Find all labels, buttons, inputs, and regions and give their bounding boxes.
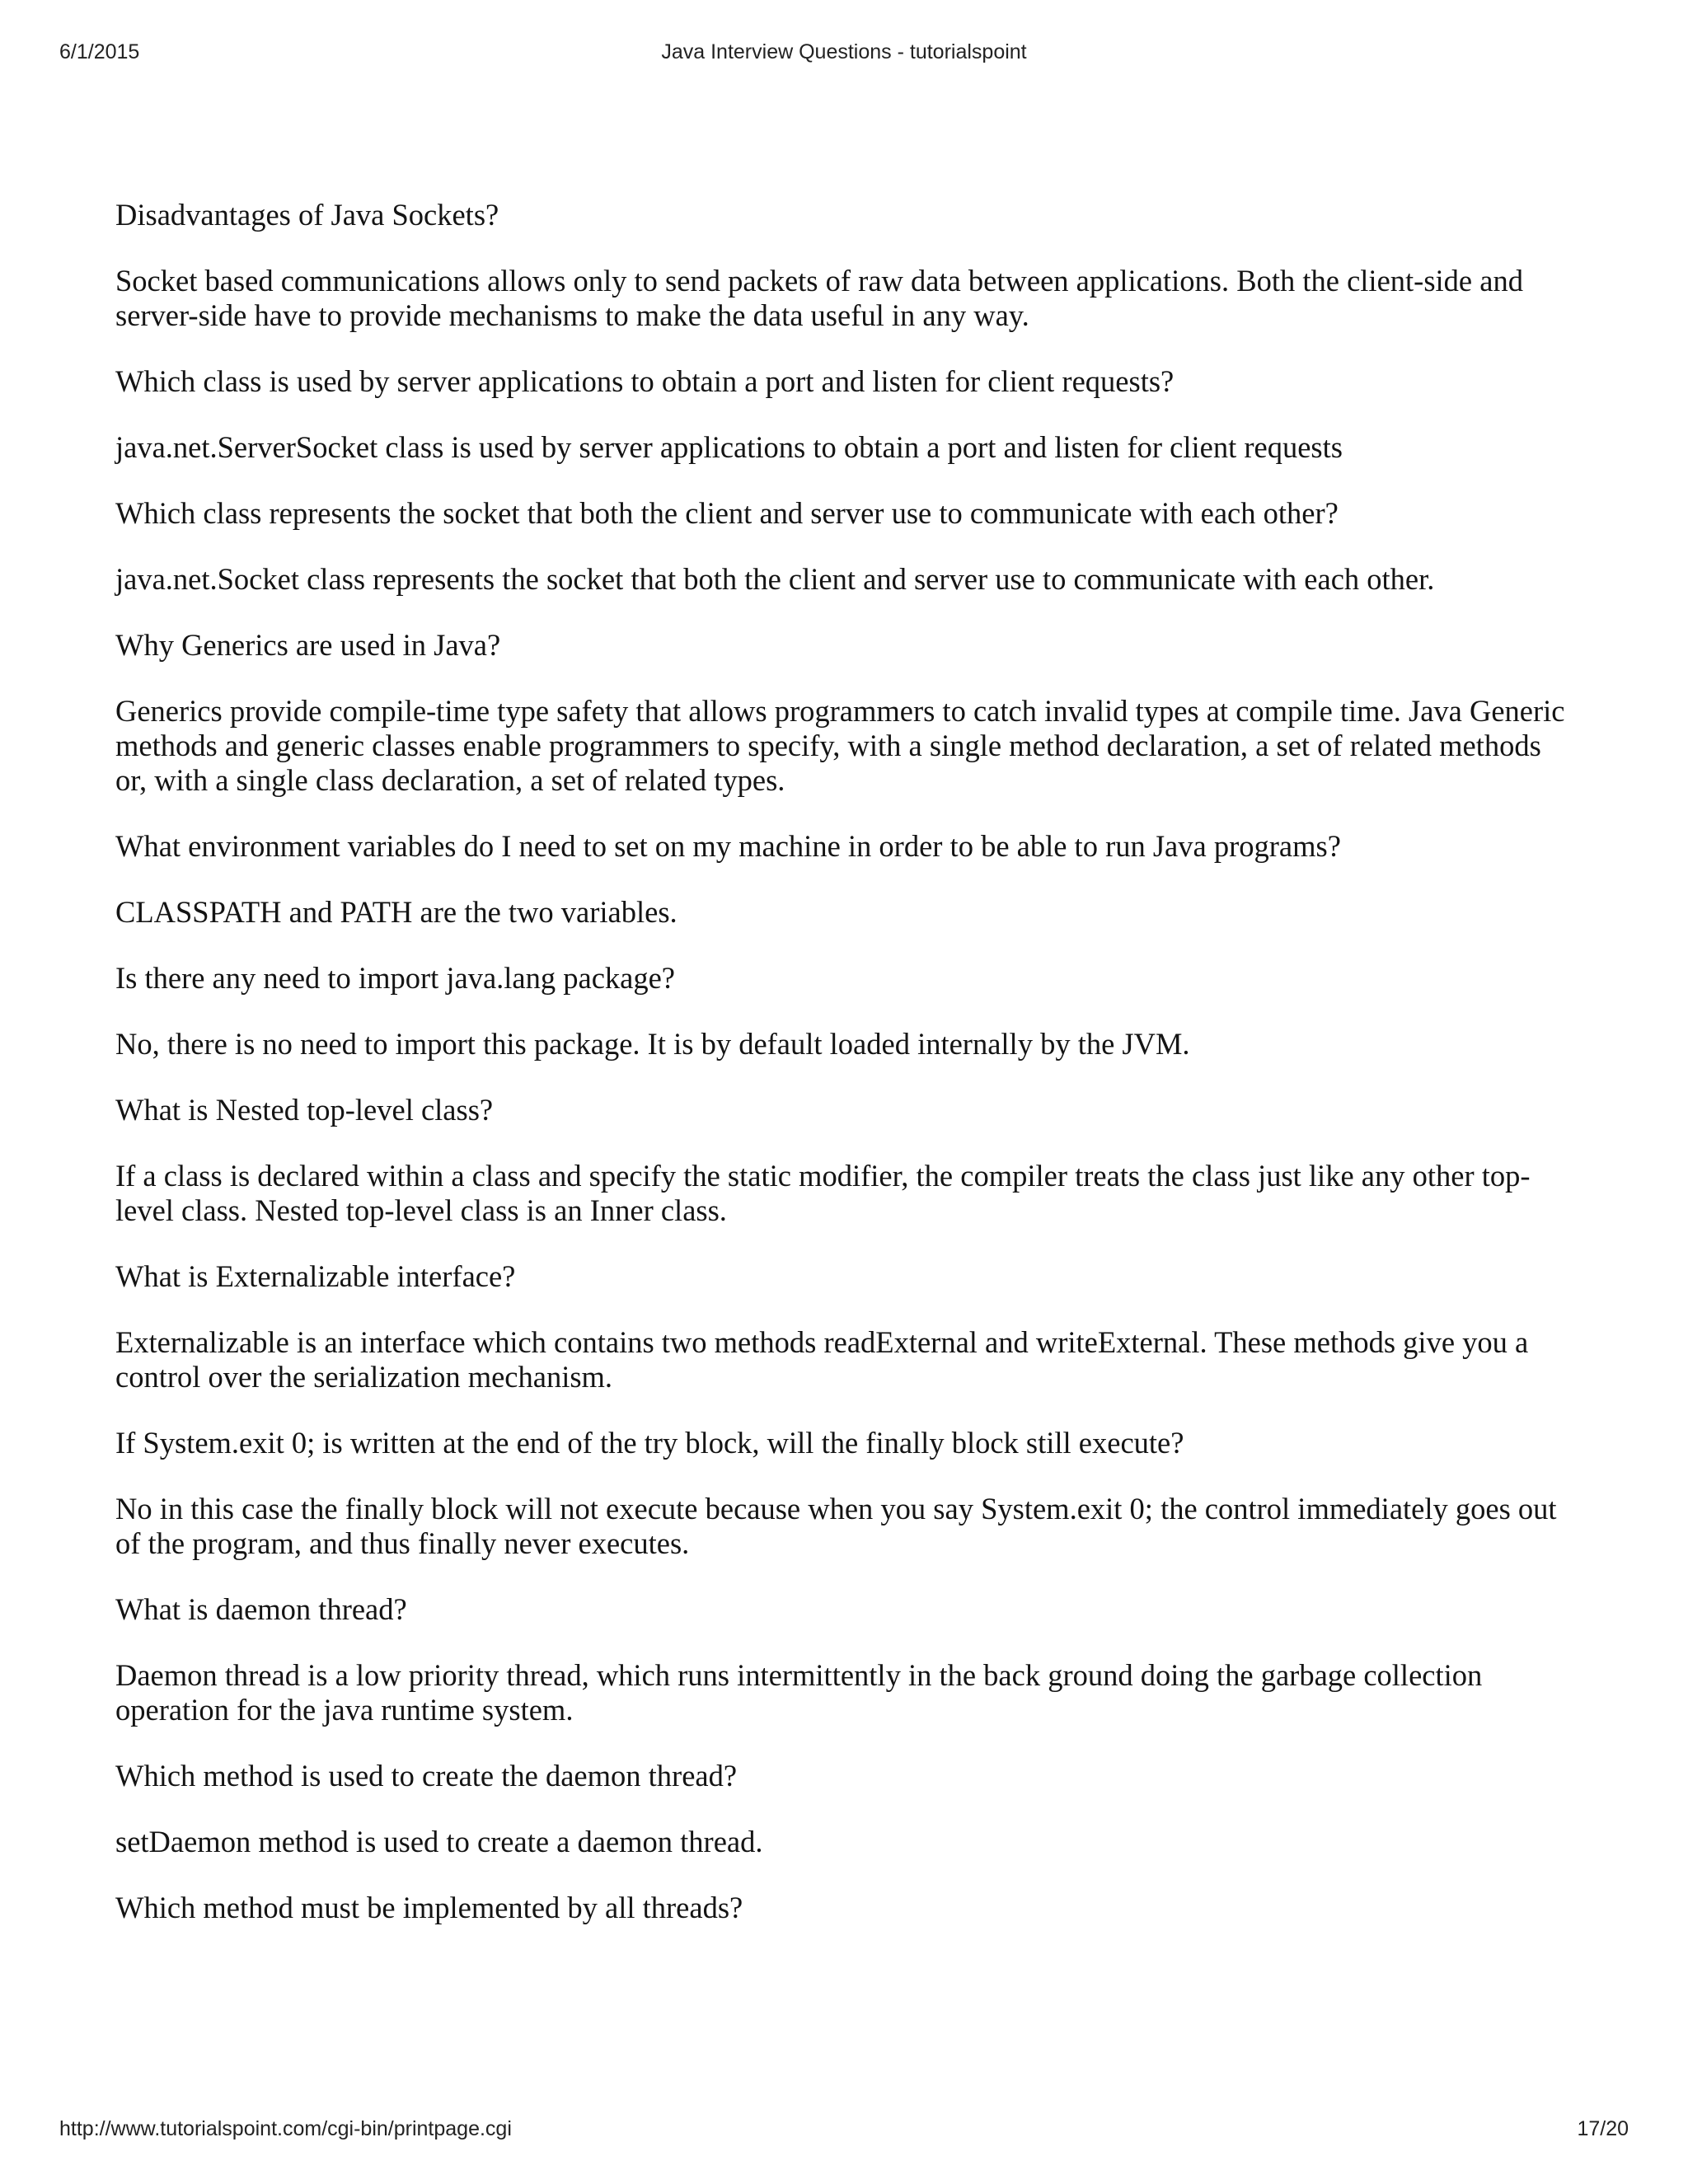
print-footer — [59, 2116, 1629, 2141]
answer-sockets-disadvantages: Socket based communications allows only to send packets of raw data between applications. Both the client-side and server-side have to provide mechanisms to make the data useful in any way. — [115, 264, 1523, 332]
question-sockets-disadvantages: Disadvantages of Java Sockets? — [115, 198, 499, 232]
question-nested-class: What is Nested top-level class? — [115, 1093, 494, 1127]
question-socket-class: Which class represents the socket that both the client and server use to communicate with each other? — [115, 496, 1339, 530]
answer-generics: Generics provide compile-time type safety that allows programmers to catch invalid types at compile time. Java Generic methods and generic classes enable programmers to specify, with a single method declaration, a set of related methods or, with a single class declaration, a set of related types. — [115, 694, 1565, 797]
question-thread-method: Which method must be implemented by all threads? — [115, 1891, 743, 1924]
answer-import-java-lang: No, there is no need to import this package. It is by default loaded internally by the JVM. — [115, 1027, 1190, 1061]
question-set-daemon: Which method is used to create the daemon thread? — [115, 1759, 738, 1793]
page-title: Java Interview Questions - tutorialspoint — [661, 40, 1027, 63]
question-externalizable: What is Externalizable interface? — [115, 1259, 516, 1293]
answer-env-variables: CLASSPATH and PATH are the two variables. — [115, 895, 678, 929]
question-generics: Why Generics are used in Java? — [115, 628, 501, 662]
answer-externalizable: Externalizable is an interface which contains two methods readExternal and writeExternal. These methods give you a control over the serialization mechanism. — [115, 1325, 1529, 1394]
answer-daemon-thread: Daemon thread is a low priority thread, which runs intermittently in the back ground doing the garbage collection operation for the java runtime system. — [115, 1658, 1483, 1727]
print-date: 6/1/2015 — [59, 40, 140, 63]
answer-socket-class: java.net.Socket class represents the socket that both the client and server use to communicate with each other. — [115, 562, 1435, 596]
answer-system-exit: No in this case the finally block will not execute because when you say System.exit 0; the control immediately goes out of the program, and thus finally never executes. — [115, 1492, 1557, 1560]
print-header — [59, 40, 1629, 64]
question-daemon-thread: What is daemon thread? — [115, 1592, 407, 1626]
page-number: 17/20 — [1577, 2117, 1629, 2140]
answer-server-port-class: java.net.ServerSocket class is used by server applications to obtain a port and listen for client requests — [115, 430, 1343, 464]
answer-nested-class: If a class is declared within a class and specify the static modifier, the compiler treats the class just like any other top-level class. Nested top-level class is an Inner class. — [115, 1159, 1531, 1227]
document-body — [115, 198, 1574, 1957]
question-import-java-lang: Is there any need to import java.lang package? — [115, 961, 676, 995]
page-url: http://www.tutorialspoint.com/cgi-bin/printpage.cgi — [59, 2117, 512, 2140]
question-server-port-class: Which class is used by server applications to obtain a port and listen for client requests? — [115, 364, 1175, 398]
answer-set-daemon: setDaemon method is used to create a daemon thread. — [115, 1825, 763, 1858]
question-env-variables: What environment variables do I need to set on my machine in order to be able to run Java programs? — [115, 829, 1341, 863]
question-system-exit: If System.exit 0; is written at the end of the try block, will the finally block still execute? — [115, 1426, 1184, 1460]
